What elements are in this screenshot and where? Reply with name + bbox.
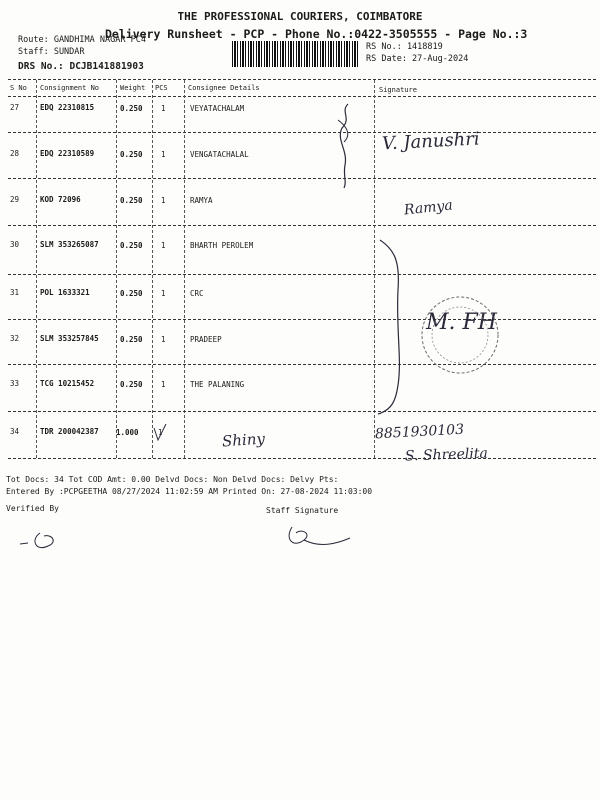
col-consignee: Consignee Details: [188, 84, 260, 92]
row-sno: 27: [10, 103, 20, 112]
row-sno: 34: [10, 427, 20, 436]
row-weight: 0.250: [120, 196, 143, 205]
runsheet-title: Delivery Runsheet - PCP - Phone No.:0422-3505555 - Page No.:3: [105, 27, 528, 41]
col-sno: S No: [10, 84, 27, 92]
drs-number: DRS No.: DCJB141881903: [18, 61, 144, 72]
row-consignment: KOD 72096: [40, 195, 81, 204]
signature-handwriting: M. FH: [426, 310, 497, 335]
row-sno: 31: [10, 288, 20, 297]
row-consignee: PRADEEP: [190, 335, 222, 344]
row-weight: 0.250: [120, 241, 143, 250]
row-sno: 32: [10, 334, 20, 343]
row-weight: 0.250: [120, 150, 143, 159]
col-pcs: PCS: [155, 84, 168, 92]
col-consignment: Consignment No: [40, 84, 100, 92]
row-consignment: TDR 200042387: [40, 427, 99, 436]
row-weight: 0.250: [120, 380, 143, 389]
row-pcs: 1: [161, 335, 166, 344]
row-pcs: 1: [161, 289, 166, 298]
company-name: THE PROFESSIONAL COURIERS, COIMBATORE: [177, 10, 423, 23]
consignee-handwriting: Shiny: [221, 429, 266, 451]
row-consignment: EDQ 22310589: [40, 149, 95, 158]
signature-handwriting: V. Janushri: [381, 128, 481, 155]
staff-signature-label: Staff Signature: [266, 506, 339, 515]
totals-line: Tot Docs: 34 Tot COD Amt: 0.00 Delvd Docs: Non Delvd Docs: Delvy Pts:: [6, 475, 339, 484]
col-weight: Weight: [120, 84, 146, 92]
signature-handwriting: S. Shreelita: [404, 445, 489, 465]
row-pcs: 1: [161, 196, 166, 205]
row-consignee: VENGATACHALAL: [190, 150, 249, 159]
row-consignment: SLM 353257845: [40, 334, 99, 343]
col-signature: Signature: [379, 86, 417, 94]
row-consignee: BHARTH PEROLEM: [190, 241, 254, 250]
phone-handwriting: 8851930103: [374, 421, 465, 443]
rs-date: RS Date: 27-Aug-2024: [366, 54, 469, 64]
row-consignee: THE PALANING: [190, 380, 245, 389]
row-consignment: TCG 10215452: [40, 379, 95, 388]
row-weight: 0.250: [120, 289, 143, 298]
signature-handwriting: Ramya: [403, 197, 454, 219]
verified-by-label: Verified By: [6, 504, 59, 513]
entered-by-line: Entered By :PCPGEETHA 08/27/2024 11:02:59 AM Printed On: 27-08-2024 11:03:00: [6, 487, 373, 496]
row-pcs: 1: [161, 241, 166, 250]
route-label: Route: GANDHIMA NAGAR PC4: [18, 35, 146, 45]
row-sno: 33: [10, 379, 20, 388]
row-consignment: EDQ 22310815: [40, 103, 95, 112]
row-consignee: CRC: [190, 289, 204, 298]
row-pcs: 1: [161, 150, 166, 159]
row-consignment: POL 1633321: [40, 288, 90, 297]
row-sno: 29: [10, 195, 20, 204]
row-consignment: SLM 353265087: [40, 240, 99, 249]
row-weight: 1.000: [116, 428, 139, 437]
row-weight: 0.250: [120, 104, 143, 113]
row-pcs: 1: [158, 428, 163, 437]
row-consignee: VEYATACHALAM: [190, 104, 245, 113]
row-pcs: 1: [161, 380, 166, 389]
row-sno: 30: [10, 240, 20, 249]
staff-label: Staff: SUNDAR: [18, 47, 85, 57]
row-sno: 28: [10, 149, 20, 158]
rs-number: RS No.: 1418819: [366, 42, 443, 52]
row-consignee: RAMYA: [190, 196, 213, 205]
row-pcs: 1: [161, 104, 166, 113]
row-weight: 0.250: [120, 335, 143, 344]
